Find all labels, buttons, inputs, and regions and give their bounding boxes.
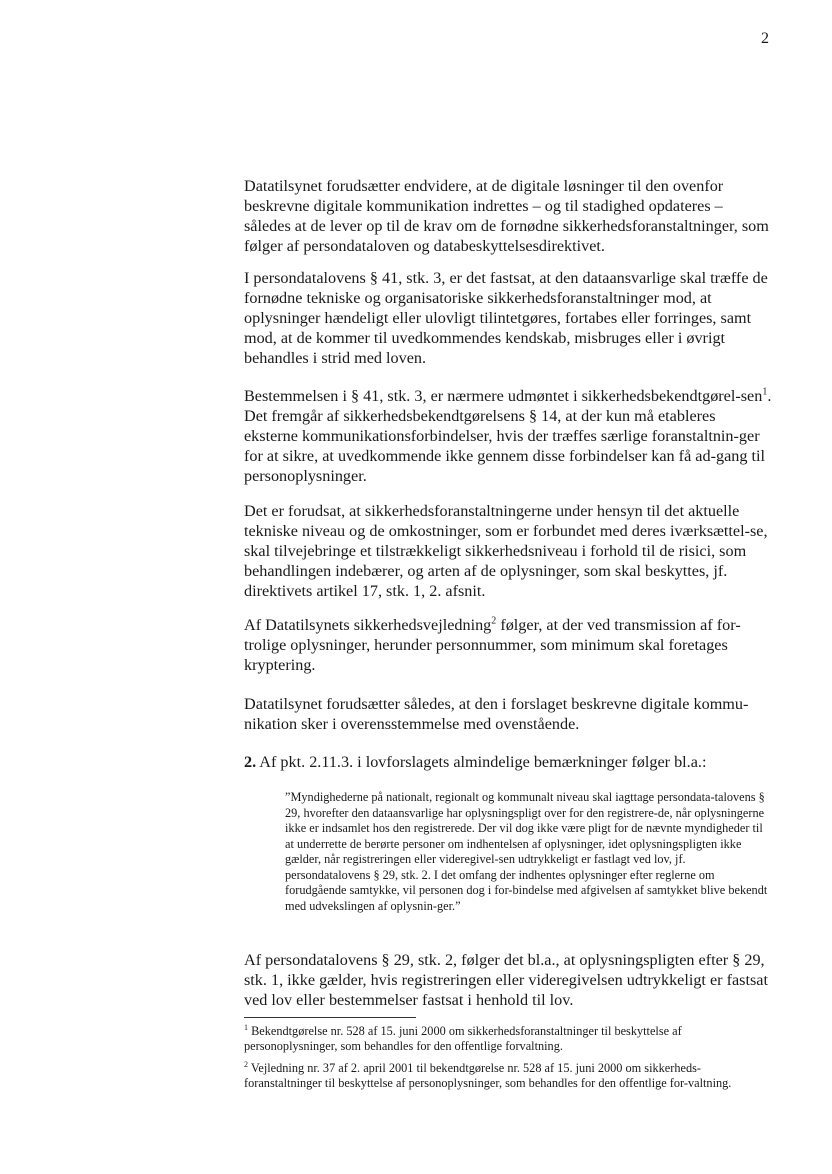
paragraph-section-41: I persondatalovens § 41, stk. 3, er det fastsat, at den dataansvarlige skal træffe de fornødne tekniske og organisatoriske sikkerhedsforanstaltninger mod, at oplysninger hændeligt eller ulovligt tilintetgøres, fortabes eller forringes, samt mod, at de kommer til uvedkommendes kendskab, misbruges eller i øvrigt behandles i strid med loven.: [244, 269, 768, 367]
paragraph-security-guidance: [244, 615, 772, 675]
footnote-1: [244, 1024, 772, 1055]
footnote-text: Bekendtgørelse nr. 528 af 15. juni 2000 om sikkerhedsforanstaltninger til beskyttelse af personoplysninger, som behandles for den offentlige forvaltning.: [244, 1024, 682, 1054]
paragraph-text: følger, at der ved transmission af for-trolige oplysninger, herunder personnummer, som minimum skal foretages kryptering.: [244, 616, 741, 674]
footnote-divider: [244, 1017, 416, 1018]
paragraph-text: . Det fremgår af sikkerhedsbekendtgørelsens § 14, at der kun må etableres eksterne kommunikationsforbindelser, hvis der træffes særlige foranstaltnin-ger for at sikre, at uvedkommende ikke gennem disse forbindelser kan få ad-gang til personoplysninger.: [244, 387, 772, 485]
paragraph-section-29: Af persondatalovens § 29, stk. 2, følger det bl.a., at oplysningspligten efter § 29, stk. 1, ikke gælder, hvis registreringen eller videregivelsen udtrykkeligt er fastsat ved lov eller bestemmelser fastsat i henhold til lov.: [244, 951, 768, 1009]
footnote-text: Vejledning nr. 37 af 2. april 2001 til bekendtgørelse nr. 528 af 15. juni 2000 om sikkerheds-foranstaltninger til beskyttelse af personoplysninger, som behandles for den offentlige for-valtning.: [244, 1061, 732, 1091]
footnote-marker: 1: [244, 1022, 248, 1032]
paragraph-security-order: [244, 386, 772, 486]
paragraph-digital-solutions: Datatilsynet forudsætter endvidere, at de digitale løsninger til den ovenfor beskrevne digitale kommunikation indrettes – og til stadighed opdateres – således at de lever op til de krav om de fornødne sikkerhedsforanstaltninger, som følger af persondataloven og databeskyttelsesdirektivet.: [244, 177, 769, 255]
paragraph-text: Af pkt. 2.11.3. i lovforslagets almindelige bemærkninger følger bl.a.:: [256, 753, 707, 771]
point-number: 2.: [244, 753, 257, 771]
footnote-ref-2: 2: [491, 615, 497, 627]
footnote-2: [244, 1061, 772, 1092]
paragraph-security-measures: Det er forudsat, at sikkerhedsforanstaltningerne under hensyn til det aktuelle tekniske niveau og de omkostninger, som er forbundet med deres iværksættel-se, skal tilvejebringe et tilstrækkeligt sikkerhedsniveau i forhold til de risici, som behandlingen indebærer, og arten af de oplysninger, som skal beskyttes, jf. direktivets artikel 17, stk. 1, 2. afsnit.: [244, 502, 768, 600]
paragraph-point-2: [244, 752, 772, 772]
footnote-marker: 2: [244, 1059, 248, 1069]
page-number: 2: [761, 30, 769, 47]
paragraph-conclusion: Datatilsynet forudsætter således, at den i forslaget beskrevne digitale kommu-nikation sker i overensstemmelse med ovenstående.: [244, 695, 749, 733]
block-quote: ”Myndighederne på nationalt, regionalt og kommunalt niveau skal iagttage persondata-talovens § 29, hvorefter den dataansvarlige har oplysningspligt over for den registrere-de, når oplysningerne ikke er indsamlet hos den registrerede. Der vil dog ikke være pligt for de nævnte myndigheder til at underrette de berørte personer om indhentelsen af oplysninger, idet oplysningspligten ikke gælder, når registreringen eller videregivel-sen udtrykkeligt er fastlagt ved lov, jf. persondatalovens § 29, stk. 2. I det omfang der indhentes oplysninger efter reglerne om forudgående samtykke, vil personen dog i for-bindelse med afgivelsen af samtykket blive bekendt med udvekslingen af oplysnin-ger.”: [285, 790, 768, 913]
footnote-ref-1: 1: [762, 386, 768, 398]
paragraph-text: Af Datatilsynets sikkerhedsvejledning: [244, 616, 492, 634]
paragraph-text: Bestemmelsen i § 41, stk. 3, er nærmere udmøntet i sikkerhedsbekendtgørel-sen: [244, 387, 763, 405]
